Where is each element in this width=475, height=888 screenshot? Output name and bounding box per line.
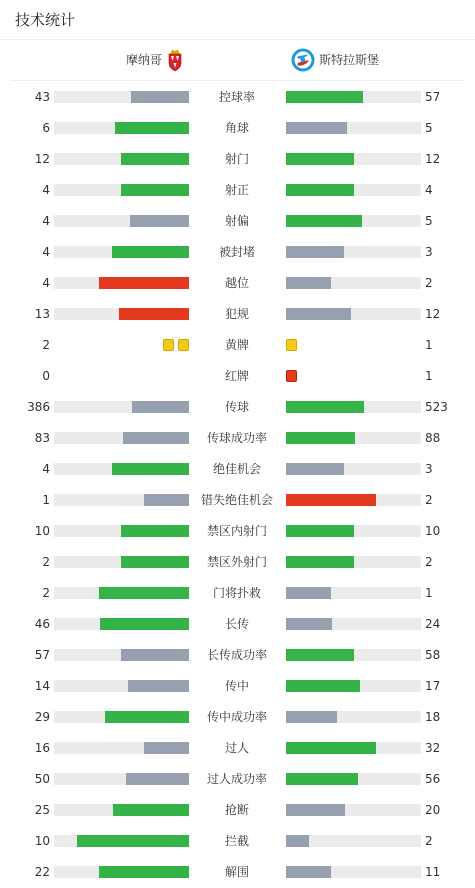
stat-label: 角球	[224, 121, 249, 135]
stat-row	[0, 275, 475, 291]
stat-away-bar	[286, 649, 421, 661]
stat-label: 黄牌	[224, 338, 249, 352]
stat-away-bar-fill	[286, 215, 362, 227]
stat-home-value: 4	[42, 214, 50, 228]
stat-away-bar	[286, 773, 421, 785]
stat-away-value: 2	[425, 555, 433, 569]
stat-home-value: 14	[34, 679, 50, 693]
stat-away-bar	[286, 742, 421, 754]
stat-home-value: 4	[42, 183, 50, 197]
stat-away-value: 1	[425, 338, 433, 352]
stat-home-value: 46	[34, 617, 50, 631]
stat-home-bar-fill	[100, 618, 189, 630]
stat-row	[0, 864, 475, 880]
stat-away-bar-fill	[286, 742, 376, 754]
stat-home-bar-fill	[121, 649, 189, 661]
stat-home-value: 25	[34, 803, 50, 817]
stat-away-bar	[286, 91, 421, 103]
stat-home-bar	[54, 494, 189, 506]
stat-home-bar	[54, 556, 189, 568]
stat-home-value: 1	[42, 493, 50, 507]
stat-away-bar-fill	[286, 184, 354, 196]
stat-home-value: 22	[34, 865, 50, 879]
stat-home-bar-fill	[99, 587, 189, 599]
stat-home-bar-fill	[132, 401, 189, 413]
stat-away-bar	[286, 246, 421, 258]
stat-label: 控球率	[218, 90, 255, 104]
stat-label: 解围	[224, 865, 249, 879]
stat-label: 抢断	[224, 803, 249, 817]
stat-away-value: 2	[425, 276, 433, 290]
stat-home-bar	[54, 618, 189, 630]
stat-away-value: 1	[425, 369, 433, 383]
stat-away-bar-fill	[286, 711, 337, 723]
stat-away-bar-fill	[286, 618, 332, 630]
stat-away-value: 2	[425, 493, 433, 507]
stat-away-bar	[286, 308, 421, 320]
stat-label: 长传成功率	[206, 648, 267, 662]
stat-away-value: 32	[425, 741, 441, 755]
stat-home-bar-fill	[105, 711, 189, 723]
stat-away-bar-fill	[286, 680, 360, 692]
stat-away-bar-fill	[286, 587, 331, 599]
stat-away-bar-fill	[286, 246, 344, 258]
stat-home-bar-fill	[130, 215, 189, 227]
stat-home-value: 6	[42, 121, 50, 135]
stat-home-value: 57	[34, 648, 50, 662]
stat-away-bar-fill	[286, 494, 376, 506]
stat-away-value: 18	[425, 710, 441, 724]
stat-home-bar	[54, 711, 189, 723]
stat-away-bar-fill	[286, 649, 354, 661]
stat-away-bar-fill	[286, 866, 331, 878]
page-title: 技术统计	[15, 11, 76, 29]
stat-row	[0, 337, 475, 353]
stat-label: 传球成功率	[206, 431, 267, 445]
stat-home-bar-fill	[121, 153, 189, 165]
stat-row	[0, 585, 475, 601]
yellow-card-icon	[286, 339, 297, 351]
stat-away-value: 2	[425, 834, 433, 848]
stat-home-bar	[54, 804, 189, 816]
stat-away-bar	[286, 277, 421, 289]
stat-row	[0, 151, 475, 167]
stat-home-value: 13	[34, 307, 50, 321]
stat-away-bar-fill	[286, 401, 364, 413]
stat-label: 射偏	[224, 214, 249, 228]
stat-home-value: 2	[42, 338, 50, 352]
stat-home-bar-fill	[99, 866, 189, 878]
stat-away-value: 523	[425, 400, 448, 414]
stat-row	[0, 647, 475, 663]
stat-away-bar-fill	[286, 432, 355, 444]
stat-away-value: 1	[425, 586, 433, 600]
stat-away-bar	[286, 215, 421, 227]
stat-away-bar-fill	[286, 308, 351, 320]
stat-home-bar	[54, 773, 189, 785]
stat-label: 越位	[224, 276, 249, 290]
stat-home-value: 50	[34, 772, 50, 786]
stat-away-bar-fill	[286, 91, 363, 103]
stat-away-bar	[286, 463, 421, 475]
stat-home-bar	[54, 742, 189, 754]
stat-row	[0, 492, 475, 508]
stat-row	[0, 120, 475, 136]
stat-home-bar-fill	[144, 494, 189, 506]
stat-away-bar	[286, 804, 421, 816]
stat-home-bar-fill	[112, 463, 189, 475]
stat-away-bar-fill	[286, 153, 354, 165]
stat-row	[0, 740, 475, 756]
stat-home-bar-fill	[131, 91, 189, 103]
stat-row	[0, 771, 475, 787]
stat-home-bar	[54, 246, 189, 258]
stat-home-bar	[54, 649, 189, 661]
stat-home-bar	[54, 835, 189, 847]
stat-away-bar	[286, 525, 421, 537]
stat-row	[0, 89, 475, 105]
stat-away-bar-fill	[286, 835, 309, 847]
stat-away-value: 3	[425, 245, 433, 259]
stat-away-bar	[286, 711, 421, 723]
stat-label: 犯规	[224, 307, 249, 321]
stat-home-value: 386	[27, 400, 50, 414]
stat-home-value: 10	[34, 524, 50, 538]
stat-home-bar	[54, 91, 189, 103]
stat-home-value: 4	[42, 276, 50, 290]
stat-away-bar	[286, 401, 421, 413]
stat-row	[0, 182, 475, 198]
stat-label: 过人	[224, 741, 249, 755]
stat-home-bar-fill	[128, 680, 189, 692]
stat-home-bar	[54, 866, 189, 878]
stat-away-bar-fill	[286, 122, 347, 134]
stat-away-bar	[286, 835, 421, 847]
stat-home-bar	[54, 525, 189, 537]
stat-label: 门将扑救	[212, 586, 261, 600]
stat-row	[0, 554, 475, 570]
stat-away-value: 5	[425, 121, 433, 135]
stat-home-bar-fill	[77, 835, 189, 847]
stat-home-value: 16	[34, 741, 50, 755]
stat-away-value: 5	[425, 214, 433, 228]
stat-home-bar	[54, 680, 189, 692]
stat-home-value: 4	[42, 462, 50, 476]
stat-row	[0, 430, 475, 446]
stat-away-bar	[286, 432, 421, 444]
stat-home-bar-fill	[113, 804, 189, 816]
team-header	[10, 41, 465, 81]
stat-label: 拦截	[224, 834, 249, 848]
stat-away-bar	[286, 184, 421, 196]
stat-row	[0, 709, 475, 725]
stat-home-bar-fill	[112, 246, 189, 258]
stat-home-bar-fill	[121, 525, 189, 537]
stat-away-bar	[286, 494, 421, 506]
stat-home-bar-fill	[144, 742, 189, 754]
stat-home-value: 10	[34, 834, 50, 848]
stat-home-bar	[54, 184, 189, 196]
stat-away-bar	[286, 866, 421, 878]
stat-row	[0, 461, 475, 477]
stat-home-bar-fill	[126, 773, 189, 785]
stat-away-value: 17	[425, 679, 441, 693]
stat-row	[0, 616, 475, 632]
stat-away-bar	[286, 153, 421, 165]
stat-home-bar-fill	[121, 556, 189, 568]
stat-home-bar	[54, 122, 189, 134]
stat-home-bar-fill	[99, 277, 189, 289]
stat-home-bar	[54, 432, 189, 444]
stat-home-bar	[54, 215, 189, 227]
stat-away-value: 12	[425, 152, 441, 166]
stat-away-bar-fill	[286, 773, 358, 785]
strasbourg-crest-icon[interactable]	[291, 48, 315, 72]
stat-away-bar	[286, 556, 421, 568]
stat-away-value: 3	[425, 462, 433, 476]
stat-label: 被封堵	[218, 245, 255, 259]
stat-home-value: 43	[34, 90, 50, 104]
stat-row	[0, 399, 475, 415]
stat-home-bar	[54, 401, 189, 413]
stat-label: 传球	[224, 400, 249, 414]
stat-row	[0, 523, 475, 539]
stat-home-bar-fill	[119, 308, 189, 320]
stat-home-value: 83	[34, 431, 50, 445]
stat-home-bar-fill	[123, 432, 189, 444]
yellow-card-icon	[178, 339, 189, 351]
stat-label: 长传	[224, 617, 249, 631]
stat-label: 禁区内射门	[206, 524, 267, 538]
stat-label: 红牌	[224, 369, 249, 383]
stat-row	[0, 368, 475, 384]
stat-away-bar-fill	[286, 525, 354, 537]
stat-away-value: 56	[425, 772, 441, 786]
stat-label: 禁区外射门	[206, 555, 267, 569]
stat-home-bar	[54, 587, 189, 599]
stat-away-value: 4	[425, 183, 433, 197]
stat-away-value: 12	[425, 307, 441, 321]
stat-away-value: 57	[425, 90, 441, 104]
stat-label: 绝佳机会	[212, 462, 261, 476]
yellow-card-icon	[163, 339, 174, 351]
stat-away-value: 24	[425, 617, 441, 631]
stat-away-bar-fill	[286, 556, 354, 568]
monaco-crest-icon[interactable]	[168, 48, 182, 72]
home-team-name[interactable]: 摩纳哥	[125, 53, 162, 67]
red-card-icon	[286, 370, 297, 382]
stat-row	[0, 678, 475, 694]
stat-away-bar-fill	[286, 463, 344, 475]
stat-away-bar-fill	[286, 277, 331, 289]
stat-away-value: 88	[425, 431, 441, 445]
stat-label: 射门	[224, 152, 249, 166]
stat-row	[0, 833, 475, 849]
stat-away-value: 20	[425, 803, 441, 817]
stat-away-bar	[286, 122, 421, 134]
stat-away-value: 10	[425, 524, 441, 538]
stat-row	[0, 306, 475, 322]
stat-home-bar-fill	[115, 122, 189, 134]
stat-away-bar	[286, 587, 421, 599]
stat-away-value: 11	[425, 865, 441, 879]
stat-row	[0, 802, 475, 818]
stat-home-bar	[54, 153, 189, 165]
stat-away-bar-fill	[286, 804, 345, 816]
title-bar	[0, 0, 475, 40]
stat-home-bar	[54, 463, 189, 475]
stat-home-value: 4	[42, 245, 50, 259]
stat-label: 错失绝佳机会	[200, 493, 273, 507]
stat-label: 传中	[224, 679, 249, 693]
stat-label: 传中成功率	[206, 710, 267, 724]
stat-away-value: 58	[425, 648, 441, 662]
away-team-name[interactable]: 斯特拉斯堡	[319, 53, 380, 67]
stat-away-bar	[286, 680, 421, 692]
stat-home-value: 29	[34, 710, 50, 724]
stat-row	[0, 244, 475, 260]
stat-home-bar	[54, 308, 189, 320]
stat-home-bar-fill	[121, 184, 189, 196]
stat-label: 过人成功率	[206, 772, 267, 786]
stat-home-bar	[54, 277, 189, 289]
stat-home-value: 2	[42, 586, 50, 600]
stat-row	[0, 213, 475, 229]
stat-home-value: 2	[42, 555, 50, 569]
stat-home-value: 12	[34, 152, 50, 166]
stat-home-value: 0	[42, 369, 50, 383]
stat-label: 射正	[224, 183, 249, 197]
stat-away-bar	[286, 618, 421, 630]
